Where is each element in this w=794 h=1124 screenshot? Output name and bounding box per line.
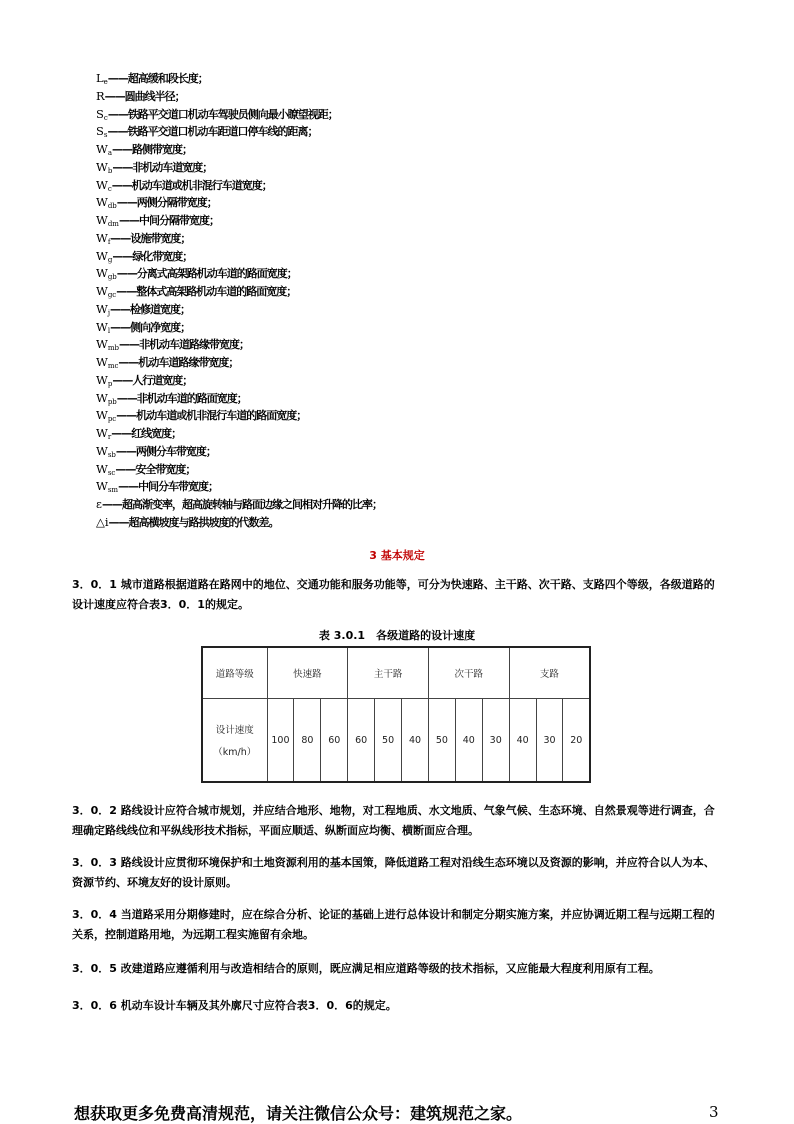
symbol [96, 408, 116, 422]
table-caption: 表 3.0.1 各级道路的设计速度 [318, 629, 476, 642]
symbol [96, 391, 117, 405]
symbol-main: S [96, 124, 104, 139]
symbol-description: ——整体式高架路机动车道的路面宽度； [116, 285, 297, 298]
symbol-subscript: dm [107, 220, 119, 228]
symbol-main: W [96, 319, 108, 334]
symbol-definition [96, 390, 382, 408]
symbol-description: ——两侧分车带宽度； [115, 444, 216, 458]
symbol-main: W [96, 266, 108, 281]
grade-expressway: 快速路 [267, 647, 348, 699]
symbol-main: W [96, 248, 108, 263]
symbol-definition [96, 407, 382, 425]
symbol [96, 195, 117, 209]
symbol-subscript: c [103, 113, 108, 122]
speed-cell: 30 [536, 699, 563, 783]
symbol-description: ——非机动车道宽度； [112, 160, 213, 174]
symbol-main: W [96, 390, 108, 405]
symbol-description: ——红线宽度； [111, 427, 182, 440]
symbol [96, 355, 118, 369]
section-heading: 3 基本规定 [369, 549, 425, 562]
symbol [96, 213, 119, 227]
symbol-description: ——超高缓和段长度； [107, 72, 208, 85]
clause-3-0-4: 3．0．4 当道路采用分期修建时，应在综合分析、论证的基础上进行总体设计和制定分期实施方案，并应协调近期工程与远期工程的关系，控制道路用地，为远期工程实施留有余地。 [72, 908, 715, 941]
symbol-definition [96, 425, 382, 443]
symbol-subscript: db [107, 202, 117, 211]
symbol [96, 373, 112, 387]
symbol-subscript: f [107, 237, 111, 246]
speed-cell: 20 [563, 699, 590, 783]
symbol-definition [96, 478, 382, 496]
symbol-definition [96, 159, 382, 177]
symbol-description: ——中间分车带宽度； [118, 480, 219, 494]
symbol [96, 444, 116, 458]
symbol-definition [96, 230, 382, 248]
symbol-subscript: pb [107, 397, 117, 406]
symbol-definition [96, 443, 382, 461]
symbol-description: ——超高渐变率，超高旋转轴与路面边缘之间相对升降的比率； [101, 498, 382, 511]
clause-3-0-1: 3．0．1 城市道路根据道路在路网中的地位、交通功能和服务功能等，可分为快速路、主干路、次干路、支路四个等级，各级道路的设计速度应符合表3．0．1的规定。 [72, 578, 715, 611]
symbol-description: ——人行道宽度； [112, 373, 193, 387]
symbol-main: W [96, 213, 108, 227]
speed-cell: 100 [267, 699, 294, 783]
symbol-definition [96, 70, 382, 88]
symbol [96, 284, 116, 298]
speed-cell: 40 [402, 699, 429, 783]
symbol-description: ——机动车道或机非混行车道宽度； [111, 178, 272, 192]
speed-label-line1: 设计速度 [215, 725, 254, 736]
symbol-subscript: r [107, 433, 112, 441]
symbol-subscript: e [103, 78, 108, 86]
clause-3-0-3: 3．0．3 路线设计应贯彻环境保护和土地资源利用的基本国策，降低道路工程对沿线生态环境以及资源的影响，并应符合以人为本、资源节约、环境友好的设计原则。 [72, 856, 715, 889]
symbol-subscript: gc [107, 291, 117, 299]
symbol [96, 231, 110, 245]
speed-cell: 40 [509, 699, 536, 783]
symbol-main: W [96, 284, 108, 298]
symbol-main: W [96, 443, 108, 458]
symbol-main: W [96, 355, 108, 369]
symbol-description: ——路侧带宽度； [112, 143, 193, 156]
symbol-main: ε [96, 497, 102, 511]
symbol [96, 426, 111, 440]
symbol-description: ——分离式高架路机动车道的路面宽度； [116, 267, 297, 281]
speed-cell: 50 [375, 699, 402, 783]
symbol [96, 320, 110, 334]
grade-arterial: 主干路 [348, 647, 429, 699]
symbol-subscript: sm [107, 486, 119, 495]
symbol [96, 160, 112, 174]
symbol-main: W [96, 177, 108, 192]
grade-secondary-arterial: 次干路 [428, 647, 509, 699]
symbol-main: W [96, 301, 108, 316]
symbol-description: ——圆曲线半径； [104, 89, 185, 103]
speed-cell: 60 [321, 699, 348, 783]
symbol-definition [96, 248, 382, 266]
symbol [96, 142, 112, 156]
symbol-description: ——侧向净宽度； [110, 320, 191, 334]
symbol [96, 178, 112, 192]
table-speed-row [202, 699, 590, 783]
speed-cell: 40 [455, 699, 482, 783]
symbol-definition [96, 319, 382, 337]
symbol-main: R [96, 88, 105, 103]
symbol-subscript: l [107, 326, 111, 335]
symbol-description: ——两侧分隔带宽度； [116, 196, 217, 210]
symbol-main: S [96, 106, 104, 121]
symbol-definition [96, 123, 382, 141]
symbol [96, 249, 112, 263]
symbol-subscript: mc [107, 362, 119, 370]
speed-cell: 60 [348, 699, 375, 783]
symbol-definition [96, 106, 382, 124]
symbol-main: W [96, 426, 108, 440]
symbol-subscript: sb [107, 450, 116, 459]
symbol-subscript: gb [107, 273, 117, 282]
symbol [96, 89, 105, 103]
symbol [96, 266, 117, 280]
symbol-main: W [96, 337, 108, 352]
symbol-definition [96, 514, 382, 532]
clause-3-0-2: 3．0．2 路线设计应符合城市规划，并应结合地形、地物，对工程地质、水文地质、气象气候、生态环境、自然景观等进行调查，合理确定路线线位和平纵线形技术指标，平面应顺适、纵断面应均衡、横断面应合理。 [72, 804, 715, 837]
symbol-subscript: g [107, 255, 113, 264]
symbol-definition [96, 301, 382, 319]
speed-cell: 30 [482, 699, 509, 783]
symbol-main: △i [96, 514, 109, 529]
symbol-subscript: j [107, 308, 110, 317]
symbol-subscript: a [107, 149, 113, 157]
symbol-definition [96, 194, 382, 212]
symbol-description: ——非机动车道路缘带宽度； [118, 338, 249, 352]
symbol-main: W [96, 479, 108, 494]
symbol-main: W [96, 195, 108, 210]
symbol-description: ——非机动车道的路面宽度； [116, 391, 247, 405]
symbol-list [96, 70, 382, 532]
symbol-description: ——超高横坡度与路拱坡度的代数差。 [108, 515, 279, 529]
symbol-definition [96, 141, 382, 159]
symbol-definition [96, 283, 382, 301]
footer-promo: 想获取更多免费高清规范，请关注微信公众号：建筑规范之家。 [74, 1104, 523, 1123]
symbol [96, 479, 118, 493]
symbol-definition [96, 88, 382, 106]
speed-cell: 80 [294, 699, 321, 783]
symbol-main: W [96, 461, 108, 476]
symbol-main: L [96, 71, 104, 85]
symbol [96, 302, 110, 316]
symbol-subscript: pc [107, 415, 117, 424]
symbol-description: ——机动车道路缘带宽度； [118, 356, 239, 369]
clause-3-0-5: 3．0．5 改建道路应遵循利用与改造相结合的原则，既应满足相应道路等级的技术指标，又应能最大程度利用原有工程。 [72, 962, 660, 975]
table-header-row [202, 647, 590, 699]
symbol-description: ——中间分隔带宽度； [118, 214, 219, 227]
speed-label-unit: （km/h） [213, 747, 257, 758]
symbol-definition [96, 496, 382, 514]
symbol [96, 124, 107, 138]
speed-label-cell [202, 699, 267, 783]
symbol-definition [96, 354, 382, 372]
symbol-subscript: b [107, 166, 113, 175]
symbol-definition [96, 336, 382, 354]
symbol [96, 515, 109, 529]
symbol-description: ——铁路平交道口机动车驾驶员侧向最小瞭望视距； [107, 107, 338, 121]
symbol-main: W [96, 408, 108, 423]
symbol-main: W [96, 372, 108, 387]
symbol-description: ——检修道宽度； [110, 302, 190, 316]
symbol [96, 462, 115, 476]
symbol-description: ——绿化带宽度； [112, 249, 193, 263]
symbol-definition [96, 177, 382, 195]
symbol-description: ——铁路平交道口机动车距道口停车线的距离； [107, 125, 318, 139]
clause-3-0-6: 3．0．6 机动车设计车辆及其外廓尺寸应符合表3．0．6的规定。 [72, 999, 397, 1012]
symbol-subscript: c [107, 184, 112, 193]
symbol-main: W [96, 142, 108, 156]
symbol-description: ——安全带宽度； [115, 462, 196, 476]
symbol-subscript: p [107, 379, 113, 388]
grade-branch: 支路 [509, 647, 590, 699]
symbol-main: W [96, 159, 108, 174]
page-number: 3 [709, 1103, 719, 1121]
symbol-description: ——机动车道或机非混行车道的路面宽度； [116, 409, 307, 423]
symbol-definition [96, 212, 382, 230]
symbol-definition [96, 372, 382, 390]
design-speed-table [201, 646, 591, 783]
symbol-subscript: mb [107, 344, 119, 353]
symbol-main: W [96, 230, 108, 245]
symbol-subscript: s [103, 131, 108, 140]
speed-cell: 50 [428, 699, 455, 783]
symbol-definition [96, 265, 382, 283]
symbol [96, 71, 108, 85]
symbol-definition [96, 461, 382, 479]
header-label-cell: 道路等级 [202, 647, 267, 699]
symbol [96, 337, 119, 351]
symbol-description: ——设施带宽度； [110, 231, 191, 245]
symbol-subscript: sc [107, 468, 116, 477]
symbol [96, 107, 108, 121]
